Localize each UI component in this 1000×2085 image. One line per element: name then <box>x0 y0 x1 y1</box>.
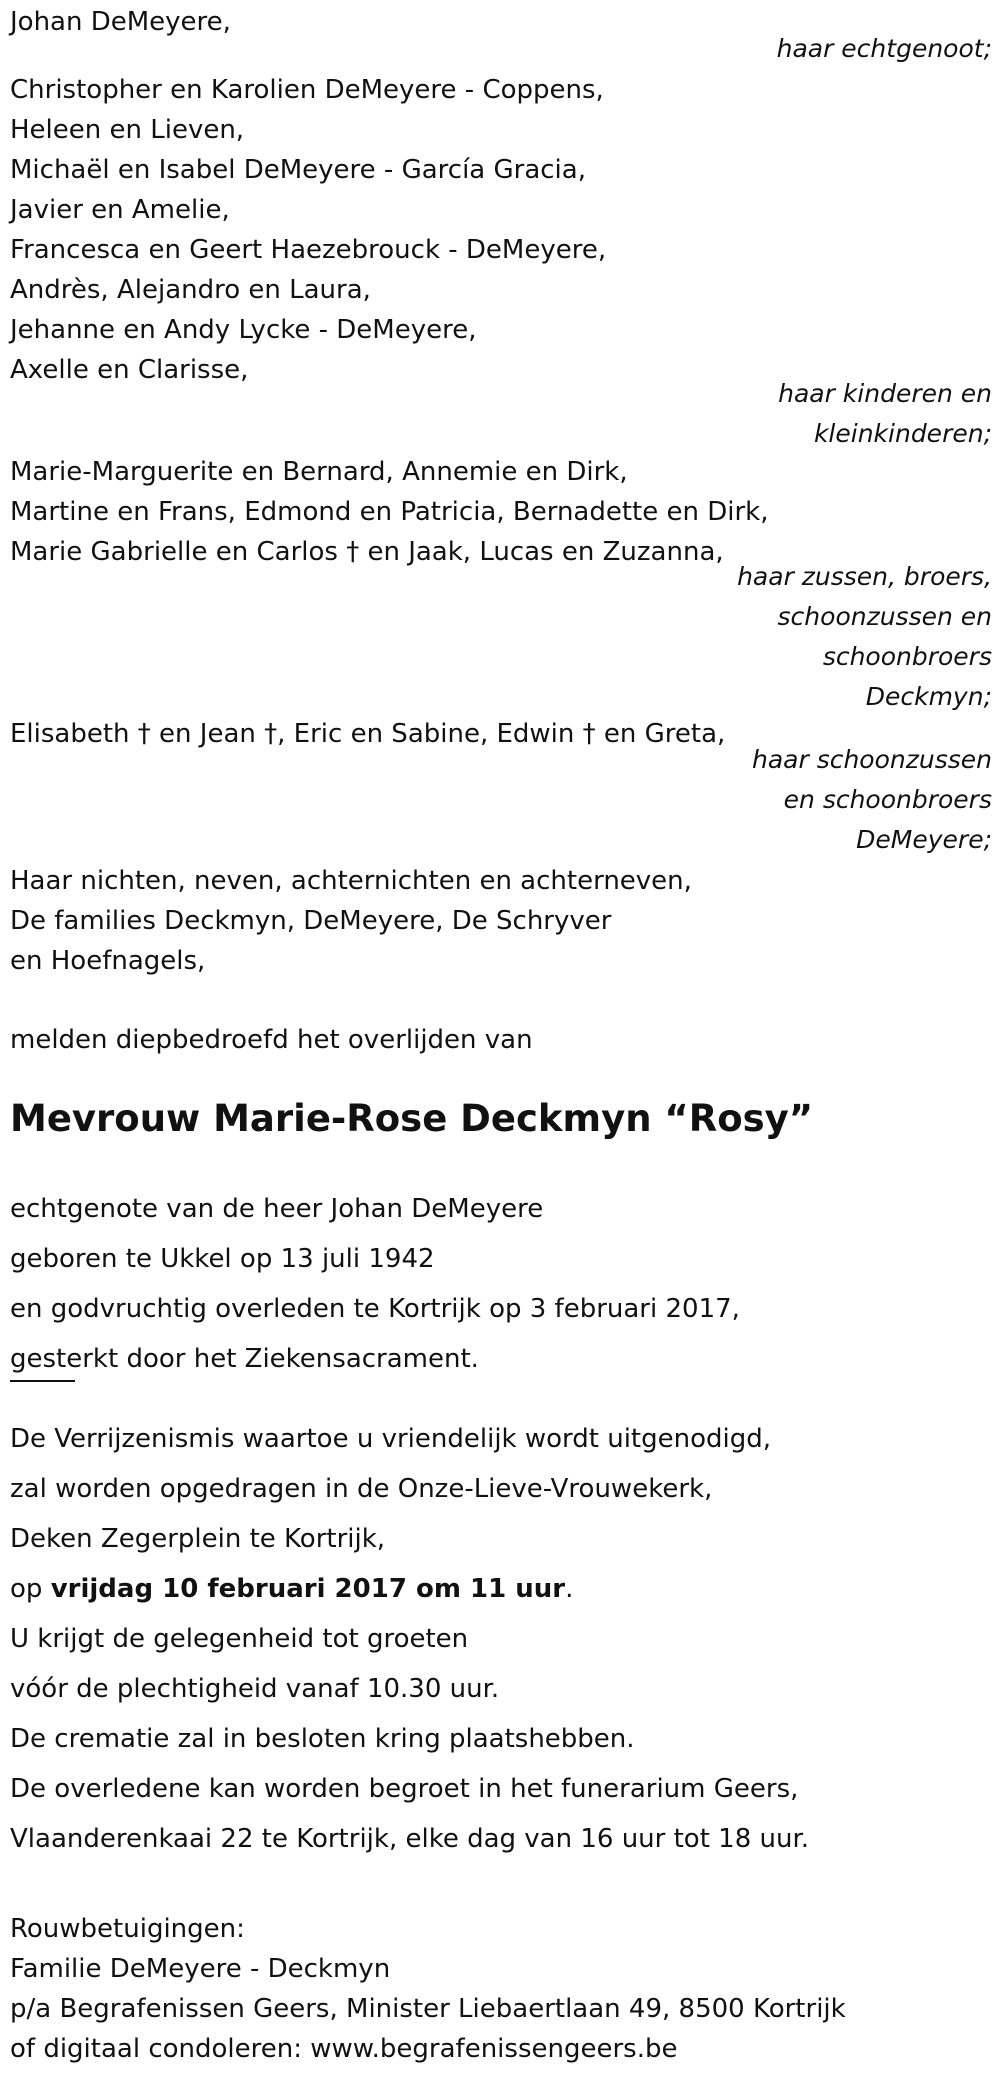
condolences-line: Familie DeMeyere - Deckmyn <box>10 1954 391 1984</box>
cross-icon: † <box>137 719 151 749</box>
service-line: De crematie zal in besloten kring plaatshebben. <box>10 1724 635 1754</box>
service-line: De Verrijzenismis waartoe u vriendelijk wordt uitgenodigd, <box>10 1424 772 1454</box>
intro-name: Johan DeMeyere, <box>10 7 231 37</box>
bio-line: echtgenote van de heer Johan DeMeyere <box>10 1194 544 1224</box>
relation-husband: haar echtgenoot; <box>776 34 992 63</box>
child-line: Andrès, Alejandro en Laura, <box>10 275 371 305</box>
family-names <box>10 861 692 981</box>
service-line: U krijgt de gelegenheid tot groeten <box>10 1624 469 1654</box>
bio-line: gesterkt door het Ziekensacrament. <box>10 1344 479 1374</box>
family-line: Haar nichten, neven, achternichten en achterneven, <box>10 866 692 896</box>
condolences-title: Rouwbetuigingen: <box>10 1914 245 1944</box>
bio-line: en godvruchtig overleden te Kortrijk op 3 februari 2017, <box>10 1294 740 1324</box>
relation-children: haar kinderen en kleinkinderen; <box>778 379 992 448</box>
condolences-block <box>10 1909 846 2069</box>
child-line: Heleen en Lieven, <box>10 115 245 145</box>
child-line: Christopher en Karolien DeMeyere - Coppens, <box>10 75 604 105</box>
service-line: zal worden opgedragen in de Onze-Lieve-Vrouwekerk, <box>10 1474 713 1504</box>
service-line: De overledene kan worden begroet in het funerarium Geers, <box>10 1774 799 1804</box>
children-names <box>10 70 606 390</box>
child-line: Javier en Amelie, <box>10 195 230 225</box>
child-line: Michaël en Isabel DeMeyere - García Gracia, <box>10 155 586 185</box>
service-line: vóór de plechtigheid vanaf 10.30 uur. <box>10 1674 500 1704</box>
relation-inlaws: haar schoonzussen en schoonbroers DeMeyere; <box>751 745 992 854</box>
child-line: Jehanne en Andy Lycke - DeMeyere, <box>10 315 477 345</box>
cross-icon: † <box>582 719 596 749</box>
service-line: Deken Zegerplein te Kortrijk, <box>10 1524 386 1554</box>
inlaws-names <box>10 714 725 754</box>
separator <box>10 1380 75 1382</box>
service-line: Vlaanderenkaai 22 te Kortrijk, elke dag van 16 uur tot 18 uur. <box>10 1824 810 1854</box>
condolences-address: p/a Begrafenissen Geers, Minister Liebaertlaan 49, 8500 Kortrijk <box>10 1994 846 2024</box>
service-date-line: op vrijdag 10 februari 2017 om 11 uur. <box>10 1574 574 1604</box>
child-line: Francesca en Geert Haezebrouck - DeMeyere, <box>10 235 607 265</box>
cross-icon: † <box>264 719 278 749</box>
deceased-name: Mevrouw Marie-Rose Deckmyn “Rosy” <box>10 1097 814 1140</box>
family-line: en Hoefnagels, <box>10 946 206 976</box>
service-date: vrijdag 10 februari 2017 om 11 uur <box>50 1574 566 1604</box>
inlaw-line: Elisabeth † en Jean †, Eric en Sabine, Edwin † en Greta, <box>10 719 726 749</box>
intro-names <box>10 2 231 42</box>
bio-block <box>10 1184 740 1384</box>
sibling-line: Martine en Frans, Edmond en Patricia, Bernadette en Dirk, <box>10 497 769 527</box>
siblings-names <box>10 452 769 572</box>
condolences-website: of digitaal condoleren: www.begrafenissengeers.be <box>10 2034 678 2064</box>
cross-icon: † <box>346 537 360 567</box>
sibling-line: Marie Gabrielle en Carlos † en Jaak, Lucas en Zuzanna, <box>10 537 724 567</box>
child-line: Axelle en Clarisse, <box>10 355 249 385</box>
service-block <box>10 1414 809 1864</box>
announcement: melden diepbedroefd het overlijden van <box>10 1025 533 1055</box>
relation-siblings: haar zussen, broers, schoonzussen en schoonbroers Deckmyn; <box>737 562 992 711</box>
bio-line: geboren te Ukkel op 13 juli 1942 <box>10 1244 435 1274</box>
sibling-line: Marie-Marguerite en Bernard, Annemie en Dirk, <box>10 457 628 487</box>
family-line: De families Deckmyn, DeMeyere, De Schryver <box>10 906 612 936</box>
